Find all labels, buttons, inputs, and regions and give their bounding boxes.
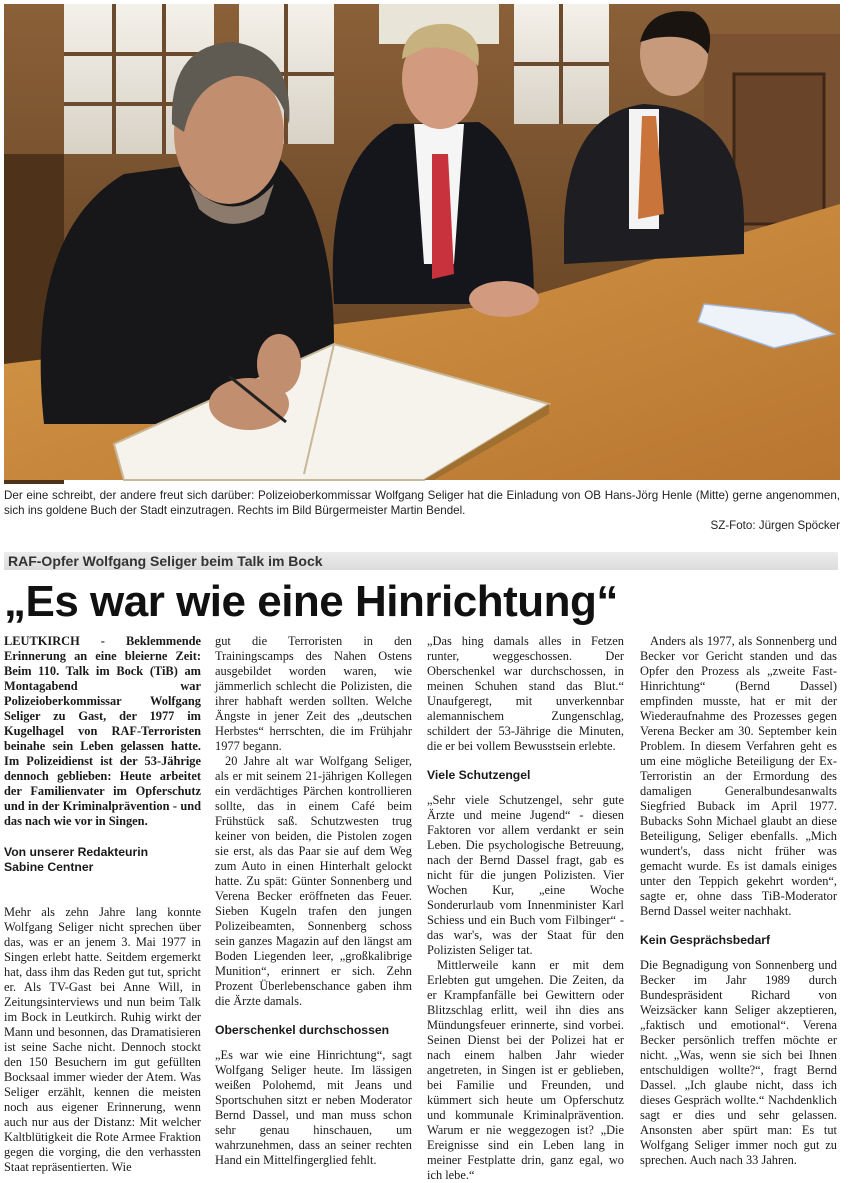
byline [4, 845, 201, 875]
photo-illustration [4, 4, 840, 480]
lead-text: - Beklemmende Erinnerung an eine bleierne Zeit: Beim 110. Talk im Bock (TiB) am Montagabend war Polizeioberkommissar Wolfgang Seliger zu Gast, der 1977 im Kugelhagel von RAF-Terroristen beinahe sein Leben gelassen hatte. Im Polizeidienst ist der 53-Jährige dennoch geblieben: Heute arbeitet der Familienvater im Opferschutz und in der Kriminalprävention - und das nach wie vor in Singen. [4, 634, 201, 828]
body-paragraph: gut die Terroristen in den Trainingscamps des Nahen Ostens ausgebildet worden waren, wie jämmerlich schlecht die Polizisten, die ihrer habhaft werden sollten. Welche Ängste in jener Zeit des „deutschen Herbstes“ herrschten, die im Frühjahr 1977 begann. [215, 634, 412, 753]
headline: „Es war wie eine Hinrichtung“ [4, 577, 618, 626]
caption-text: Der eine schreibt, der andere freut sich darüber: Polizeioberkommissar Wolfgang Seliger hat die Einladung von OB Hans-Jörg Henle (Mitte) gerne angenommen, sich ins goldene Buch der Stadt einzutragen. Rechts im Bild Bürgermeister Martin Bendel. [4, 489, 840, 517]
body-paragraph: Mehr als zehn Jahre lang konnte Wolfgang Seliger nicht sprechen über das, was er an jenem 3. Mai 1977 in Singen erlebt hatte. Seitdem ergemerkt hat, dass ihm das Reden gut tut, spricht er. Als TV-Gast bei Anne Will, in Zeitungsinterviews und nun beim Talk im Bock in Leutkirch. Ruhig wirkt der Mann und besonnen, das Dramatisieren ist seine Sache nicht. Dennoch stockt den 150 Besuchern im gut gefüllten Bocksaal immer wieder der Atem. Was Seliger erzählt, kennen die meisten noch aus eigener Erinnerung, wenn auch nur aus der Distanz: Mit welcher Kaltblütigkeit die Rote Armee Fraktion gegen die vorging, die den verhassten Staat repräsentierten. Wie [4, 905, 201, 1174]
article-column-1 [4, 634, 201, 1174]
body-paragraph: Anders als 1977, als Sonnenberg und Becker vor Gericht standen und das Opfer den Prozess als „zweite Fast-Hinrichtung“ (Bernd Dassel) empfinden musste, hat er mit der Wiederaufnahme des Prozesses gegen Verena Becker am 30. September kein Problem. In diesem Verfahren geht es um eine mögliche Beteiligung der Ex-Terroristin an der Ermordung des damaligen Generalbundesanwalts Siegfried Buback im April 1977. Bubacks Sohn Michael glaubt an diese Beteiligung, Seliger ebenfalls. „Mich wundert's, dass nicht früher was gemacht wurde. Es ist damals einiges unter den Teppich gekehrt worden“, sagte er, ohne dass TiB-Moderator Bernd Dassel weiter nachhakt. [640, 634, 837, 918]
photo-credit: SZ-Foto: Jürgen Spöcker [710, 519, 840, 532]
body-paragraph: „Das hing damals alles in Fetzen runter, weggeschossen. Der Oberschenkel war durchschossen, in meinen Schuhen stand das Blut.“ Unaufgeregt, mit unverkennbar alemannischem Zungenschlag, schildert der 53-Jährige die Minuten, die er bei vollem Bewusstsein erlebte. [427, 634, 624, 753]
subheading: Oberschenkel durchschossen [215, 1023, 390, 1037]
body-paragraph: 20 Jahre alt war Wolfgang Seliger, als er mit seinem 21-jährigen Kollegen ein verdächtiges Pärchen kontrollieren sollte, das in einem Café beim Frühstück saß. Schutzwesten trug keiner von beiden, die Pistolen zogen sie erst, als das Paar sie auf dem Weg zum Auto in einen Hinterhalt gelockt hatte. Zu spät: Günter Sonnenberg und Verena Becker eröffneten das Feuer. Sieben Kugeln trafen den jungen Polizeibeamten, Sonnenberg schoss sein ganzes Magazin auf den längst am Boden Liegenden leer, „großkalibrige Munition“, erinnert er sich. Zehn Prozent Überlebenschance gaben ihm die Ärzte damals. [215, 754, 412, 1008]
byline-role: Von unserer Redakteurin [4, 845, 149, 859]
byline-author: Sabine Centner [4, 860, 94, 874]
subheading: Viele Schutzengel [427, 768, 531, 782]
kicker: RAF-Opfer Wolfgang Seliger beim Talk im Bock [4, 552, 838, 570]
body-paragraph: Die Begnadigung von Sonnenberg und Becker im Jahr 1989 durch Bundespräsident Richard von Weizsäcker kann Seliger akzeptieren, „faktisch und emotional“. Verena Becker persönlich treffen möchte er nicht. „Was, wenn sie sich bei Ihnen entschuldigen wollte?“, fragt Bernd Dassel. „Ich glaube nicht, dass ich dieses Gespräch wollte.“ Nachdenklich sagt er dies und sehr gelassen. Ansonsten aber spürt man: Es tut Wolfgang Seliger immer noch gut zu sprechen. Auch nach 33 Jahren. [640, 958, 837, 1167]
article-column-3 [427, 634, 624, 1182]
lead-paragraph [4, 634, 201, 829]
subheading: Kein Gesprächsbedarf [640, 933, 771, 947]
article-column-4 [640, 634, 837, 1167]
body-paragraph: „Sehr viele Schutzengel, sehr gute Ärzte und meine Jugend“ - diesen Faktoren vor allem verdankt er sein Leben. Die psychologische Betreuung, nach der Bernd Dassel fragt, gab es nicht für die jungen Polizisten. Vier Wochen Kur, „eine Woche Sonderurlaub vom Innenminister Karl Schiess und ein Buch vom Filbinger“ - das war's, was der Staat für den Polizisten Seliger tat. [427, 793, 624, 957]
dateline: LEUTKIRCH [4, 634, 80, 648]
body-paragraph: Mittlerweile kann er mit dem Erlebten gut umgehen. Die Zeiten, da er Krampfanfälle bei Gewittern oder Blitzschlag erlitt, weil ihn dies ans Mündungsfeuer erinnerte, sind vorbei. Seinen Dienst bei der Polizei hat er nach einem halben Jahr wieder angetreten, in Singen ist er geblieben, bei Familie und Freunden, und kümmert sich heute um Opferschutz und kommunale Kriminalprävention. Warum er nie weggezogen ist? „Die Ereignisse sind ein Leben lang in meiner Festplatte drin, ganz egal, wo ich lebe.“ [427, 958, 624, 1182]
photo-caption [4, 488, 840, 533]
body-paragraph: „Es war wie eine Hinrichtung“, sagt Wolfgang Seliger heute. Im lässigen weißen Polohemd, mit Jeans und Sportschuhen sitzt er neben Moderator Bernd Dassel, und man muss schon sehr genau hinschauen, um wahrzunehmen, dass an seiner rechten Hand ein Mittelfingerglied fehlt. [215, 1048, 412, 1167]
news-photo [4, 4, 840, 480]
article-column-2 [215, 634, 412, 1167]
